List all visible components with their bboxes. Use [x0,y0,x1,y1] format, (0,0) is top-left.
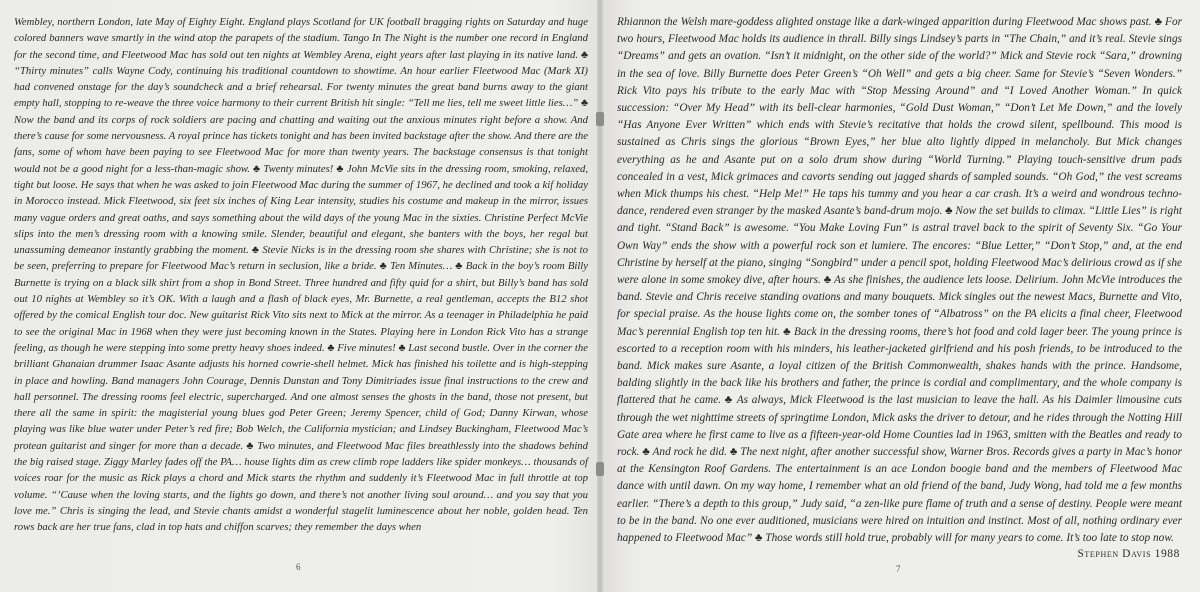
staple-icon [596,462,604,476]
left-page-paragraph: Wembley, northern London, late May of Eighty Eight. England plays Scotland for UK football bragging rights on Saturday and huge colored banners wave smartly in the wind atop the parapets of the stadium. Tango In The Night is the number one record in England for the second time, and Fleetwood Mac has sold out ten nights at Wembley Arena, eight years after last playing in its native land. ♣ “Thirty minutes” calls Wayne Cody, continuing his traditional countdown to showtime. An hour earlier Fleetwood Mac (Mark XI) had convened onstage for the day’s soundcheck and a brief rehearsal. For twenty minutes the great band burns away to the giant empty hall, stopping to re-weave the three voice harmony to their current British hit single: “Tell me lies, tell me sweet little lies…” ♣ Now the band and its corps of rock soldiers are pacing and chatting and waiting out the anxious minutes right before a show. And there’s cause for some nervousness. A royal prince has tickets tonight and has been invited backstage after the show. And there are the fans, some of whom have been paying to see Fleetwood Mac for more than twenty years. The backstage consensus is that tonight would not be a good night for a less-than-magic show. ♣ Twenty minutes! ♣ John McVie sits in the dressing room, smoking, relaxed, tight but loose. He says that when he was asked to join Fleetwood Mac during the summer of 1967, he declined and took a kif holiday in Morocco instead. Mick Fleetwood, six feet six inches of King Lear intensity, studies his costume and makeup in the mirror, issues many vague orders and great oaths, and says something about the wild days of the young Mac in the sixties. Christine Perfect McVie slips into the men’s dressing room with a knowing smile. Slender, beautiful and elegant, she banters with the boys, her regal but unassuming demeanor instantly grabbing the moment. ♣ Stevie Nicks is in the dressing room she shares with Christine; she is not to be seen, preferring to prepare for Fleetwood Mac’s return in seclusion, like a bride. ♣ Ten Minutes… ♣ Back in the boy’s room Billy Burnette is trying on a black silk shirt from a shop in Bond Street. Three hundred and fifty quid for a shirt, but Billy’s band has sold out 10 nights at Wembley so it’s OK. With a laugh and a flash of black eyes, Mr. Burnette, a real gentleman, accepts the B12 shot offered by the comical English tour doc. New guitarist Rick Vito sits next to Mick at the mirror. As a teenager in Philadelphia he paid to see the original Mac in 1968 when they were just becoming known in the States. Playing here in London Rick Vito has a strange feeling, as though he were stepping into some pretty heavy shoes indeed. ♣ Five minutes! ♣ Last second bustle. Over in the corner the brilliant Ghanaian drummer Isaac Asante adjusts his horned cowrie-shell helmet. Mick has finished his toilette and is high-stepping in place and howling. Band managers John Courage, Dennis Dunstan and Tony Dimitriades issue final instructions to the crew and hall personnel. The dressing rooms feel electric, supercharged. And one almost senses the ghosts in the band, those not present, but there all the same in spirit: the magisterial young blues god Peter Green; Jeremy Spencer, child of God; Danny Kirwan, whose playing was like blue water under Peter’s red fire; Bob Welch, the California mystician; and Lindsey Buckingham, Fleetwood Mac’s protean guitarist and singer for more than a decade. ♣ Two minutes, and Fleetwood Mac files breathlessly into the shadows behind the big raised stage. Ziggy Marley fades off the PA… house lights dim as crew climb rope ladders like spider monkeys… thousands of voices roar for the music as Rick plays a chord and Mick starts the rhythm and suddenly it’s Fleetwood Mac in full throttle at top volume. “’Cause when the loving starts, and the lights go down, and there’s not another living soul around… and you say that you love me.” Chris is singing the lead, and Stevie chants amidst a wonderful stagelit luminescence about her noble, golden head. Ten rows back are her true fans, clad in top hats and chiffon scarves; they remember the days when [14,16,588,534]
staple-icon [596,112,604,126]
right-page [600,0,1200,592]
right-page-paragraph: Rhiannon the Welsh mare-goddess alighted onstage like a dark-winged apparition during Fleetwood Mac shows past. ♣ For two hours, Fleetwood Mac holds its audience in thrall. Billy sings Lindsey’s parts in “The Chain,” and it’s real. Stevie sings “Dreams” and gets an ovation. “Isn’t it midnight, on the other side of the world?” Mick and Stevie rock “Sara,” drowning in the sea of love. Billy Burnette does Peter Green’s “Oh Well” and gets a big cheer. Same for Stevie’s “Seven Wonders.” Rick Vito pays his tribute to the early Mac with “Stop Messing Around” and “I Loved Another Woman.” In quick succession: “Over My Head” with its bell-clear harmonies, “Gold Dust Woman,” “Don’t Let Me Down,” and the lovely “Has Anyone Ever Written” which ends with Stevie’s recitative that holds the crowd silent, spellbound. This mood is sustained as Chris sings the glorious “Brown Eyes,” her blue alto lightly dipped in melancholy. But Mick changes everything as he and Asante put on a solo drum show during “World Turning.” Playing touch-sensitive drum pads concealed in a vest, Mick grimaces and cavorts sending out jagged shards of sampled sounds. “Oh God,” the vest screams when Mick thumps his chest. “Help Me!” He taps his tummy and you hear a car crash. It’s a weird and wondrous techno-dance, rendered even stranger by the masked Asante’s band-drum mojo. ♣ Now the set builds to climax. “Little Lies” is right and tight. “Stand Back” is awesome. “You Make Loving Fun” is astral travel back to the spirit of Seventy Six. “Go Your Own Way” ends the show with a powerful rock son et lumiere. The encores: “Blue Letter,” “Don’t Stop,” and, at the end Christine by herself at the piano, singing “Songbird” under a pencil spot, holding Fleetwood Mac’s delirious crowd as if she were alone in some smokey dive, after hours. ♣ As she finishes, the audience lets loose. Delirium. John McVie introduces the band. Stevie and Chris receive standing ovations and many bouquets. Mick singles out the newest Macs, Burnette and Vito, for special praise. As the house lights come on, the somber tones of “Albatross” on the PA elicits a final cheer, Fleetwood Mac’s perennial English top ten hit. ♣ Back in the dressing rooms, there’s hot food and cold lager beer. The young prince is escorted to a reception room with his minders, his leather-jacketed girlfriend and his posh friends, to be introduced to the band. Mick makes sure Asante, a loyal citizen of the British Commonwealth, shakes hands with the prince. Handsome, balding slightly in the back like his brothers and father, the prince is cordial and complimentary, and the whole company is flattered that he came. ♣ As always, Mick Fleetwood is the last musician to leave the hall. As his Daimler limousine cuts through the wet nighttime streets of springtime London, Mick asks the driver to detour, and he rides through the Notting Hill Gate area where he first came to live as a fifteen-year-old Home Counties lad in 1963, smitten with the Beatles and ready to rock. ♣ And rock he did. ♣ The next night, after another successful show, Warner Bros. Records gives a party in Mac’s honor at the Kensington Roof Gardens. The entertainment is an ace London boogie band and the members of Fleetwood Mac dance with until dawn. On my way home, I remember what an old friend of the band, Judy Wong, had told me a few months earlier. “There’s a depth to this group,” Judy said, “a zen-like pure flame of truth and a sense of destiny. People were meant to be in the band. No one ever auditioned, musicians were hired on intuition and instinct. Most of all, nothing ordinary ever happened to Fleetwood Mac” ♣ Those words still hold true, probably will for many years to come. It’s too late to stop now. [617,16,1182,545]
right-page-text [617,14,1182,547]
left-page-number: 6 [296,562,301,572]
center-fold [597,0,603,592]
right-page-number: 7 [896,564,901,574]
author-signature: Stephen Davis 1988 [1077,548,1180,560]
left-page-text [14,14,588,536]
